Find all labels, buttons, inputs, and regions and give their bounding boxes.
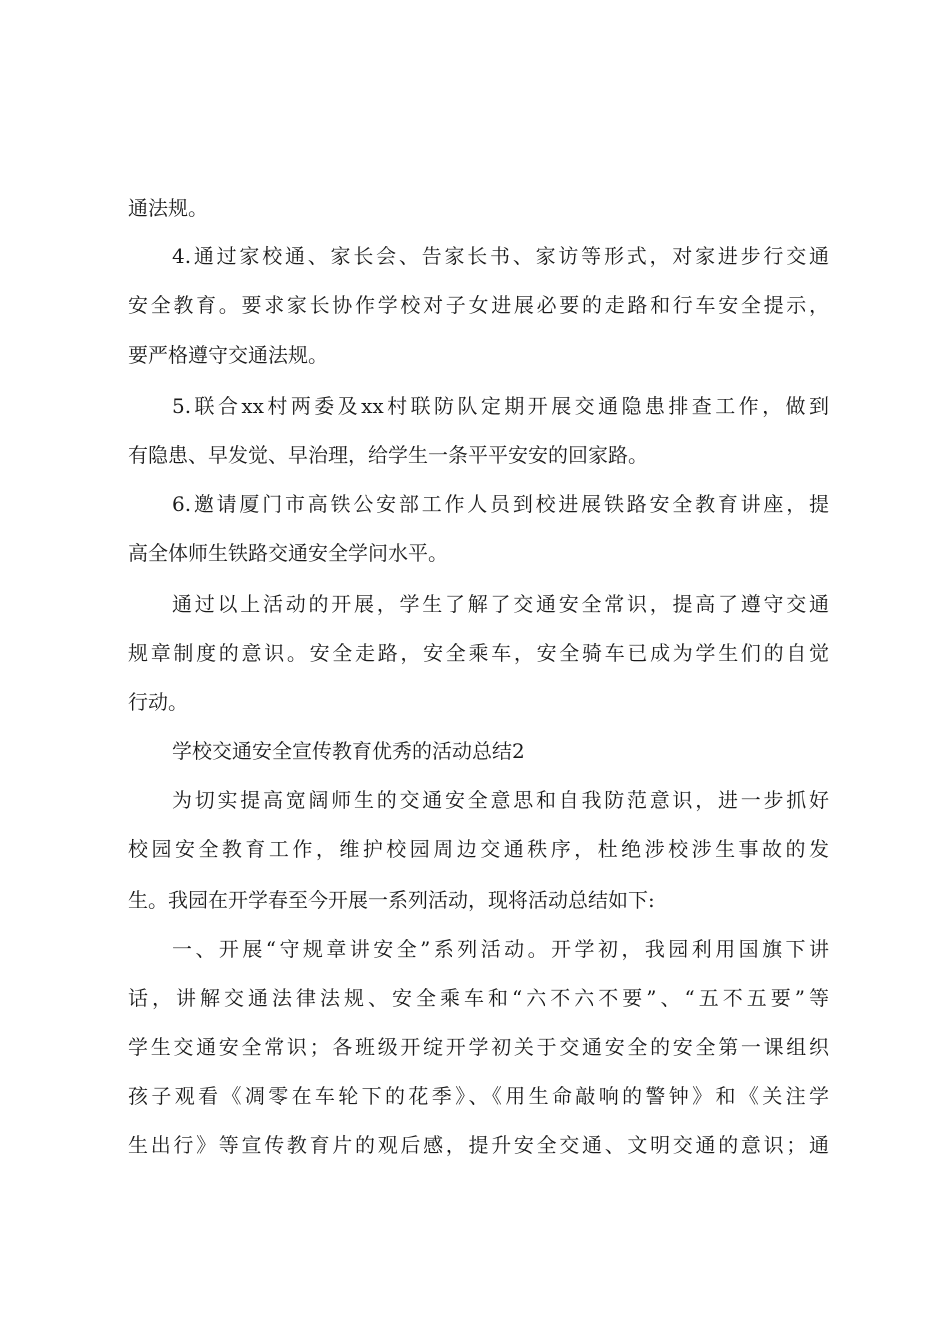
line-text: 要严格遵守交通法规。 [128,343,328,367]
paragraph-line [172,241,829,271]
line-text: 通法规。 [128,196,208,220]
paragraph-line [128,1032,829,1062]
paragraph-line [172,785,829,815]
paragraph-line [128,1081,829,1111]
line-text: 5.联合xx村两委及xx村联防队定期开展交通隐患排查工作，做到 [172,394,829,418]
line-text: 安全教育。要求家长协作学校对子女进展必要的走路和行车安全提示， [128,293,829,317]
line-text: 有隐患、早发觉、早治理，给学生一条平平安安的回家路。 [128,443,648,467]
line-text: 通过以上活动的开展，学生了解了交通安全常识，提高了遵守交通 [172,592,829,616]
paragraph-line [128,983,829,1013]
line-text: 规章制度的意识。安全走路，安全乘车，安全骑车已成为学生们的自觉 [128,641,829,665]
line-text: 生。我园在开学春至今开展一系列活动，现将活动总结如下: [128,888,655,912]
paragraph-line [128,340,388,370]
line-text: 校园安全教育工作，维护校园周边交通秩序，杜绝涉校涉生事故的发 [128,837,829,861]
paragraph-line [128,193,248,223]
paragraph-line [128,440,708,470]
paragraph-line [172,391,829,421]
paragraph-line [172,489,829,519]
line-text: 4.通过家校通、家长会、告家长书、家访等形式，对家进步行交通 [172,244,829,268]
line-text: 6.邀请厦门市高铁公安部工作人员到校进展铁路安全教育讲座，提 [172,492,829,516]
line-text: 孩子观看《凋零在车轮下的花季》、《用生命敲响的警钟》和《关注学 [128,1084,829,1108]
line-text: 学生交通安全常识；各班级开绽开学初关于交通安全的安全第一课组织 [128,1035,829,1059]
line-text: 为切实提高宽阔师生的交通安全意思和自我防范意识，进一步抓好 [172,788,829,812]
section-heading [172,736,612,766]
line-text: 高全体师生铁路交通安全学问水平。 [128,541,448,565]
paragraph-line [172,934,829,964]
paragraph-line [172,589,829,619]
paragraph-line [128,834,829,864]
paragraph-line [128,687,208,717]
line-text: 话，讲解交通法律法规、安全乘车和“六不六不要”、“五不五要”等 [128,986,829,1010]
paragraph-line [128,885,718,915]
heading-text: 学校交通安全宣传教育优秀的活动总结2 [172,739,525,763]
paragraph-line [128,290,829,320]
paragraph-line [128,1130,829,1160]
paragraph-line [128,638,829,668]
paragraph-line [128,538,508,568]
line-text: 行动。 [128,690,188,714]
line-text: 生出行》等宣传教育片的观后感，提升安全交通、文明交通的意识；通 [128,1133,829,1157]
line-text: 一、开展“守规章讲安全”系列活动。开学初，我园利用国旗下讲 [172,937,829,961]
